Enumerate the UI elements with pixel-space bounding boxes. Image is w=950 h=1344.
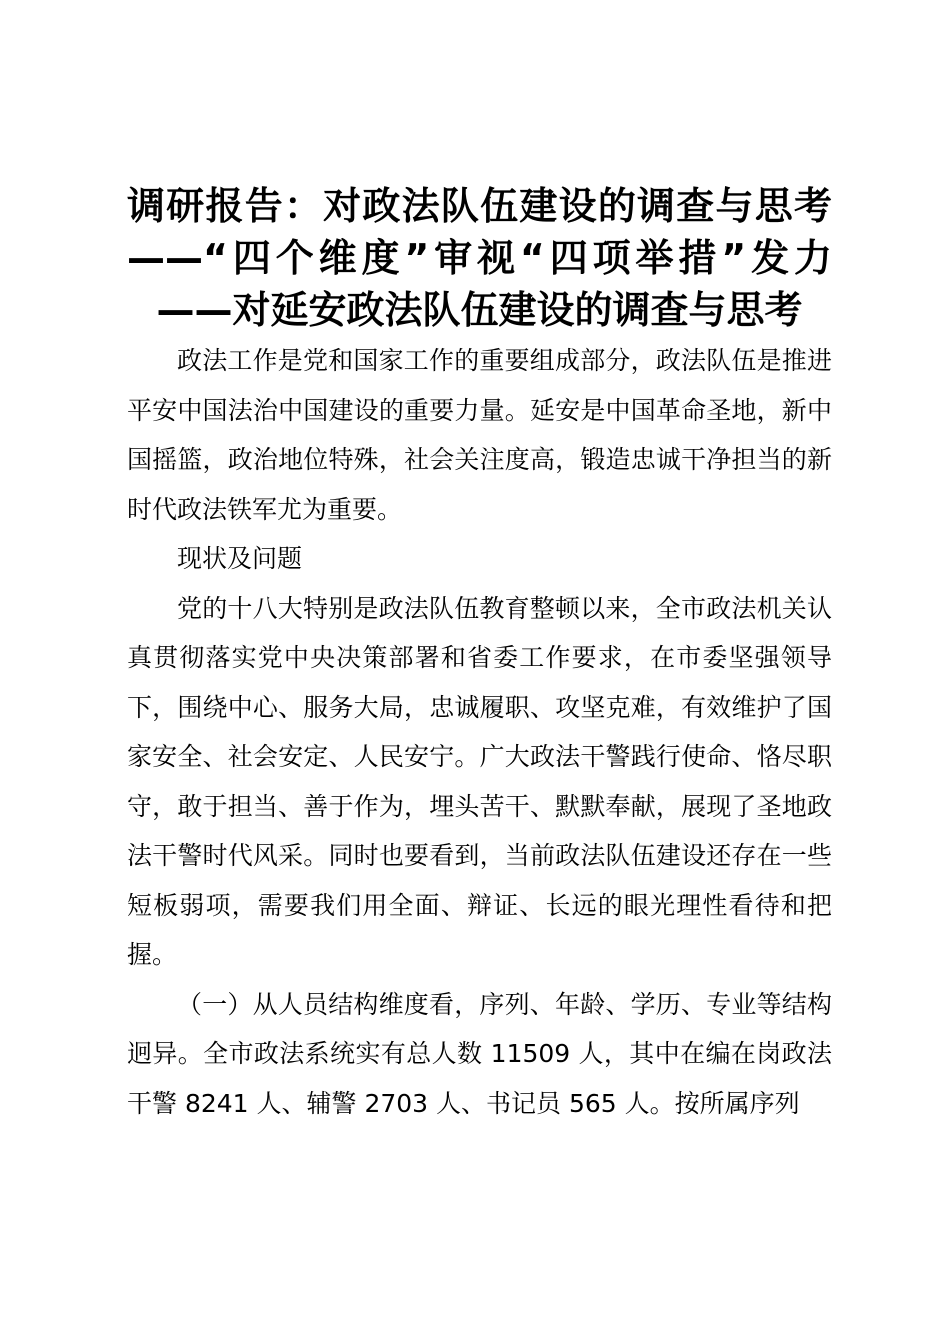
body-paragraph: （一）从人员结构维度看，序列、年龄、学历、专业等结构迥异。全市政法系统实有总人数 11509 人，其中在编在岗政法干警 8241 人、辅警 2703 人、书记员 565 人。按所属序列 [127, 989, 832, 1118]
document-body [127, 180, 832, 1128]
body-paragraph: 党的十八大特别是政法队伍教育整顿以来，全市政法机关认真贯彻落实党中央决策部署和省委工作要求，在市委坚强领导下，围绕中心、服务大局，忠诚履职、攻坚克难，有效维护了国家安全、社会安定、人民安宁。广大政法干警践行使命、恪尽职守，敢于担当、善于作为，埋头苦干、默默奉献，展现了圣地政法干警时代风采。同时也要看到，当前政法队伍建设还存在一些短板弱项，需要我们用全面、辩证、长远的眼光理性看待和把握。 [127, 593, 832, 969]
intro-paragraph: 政法工作是党和国家工作的重要组成部分，政法队伍是推进平安中国法治中国建设的重要力量。延安是中国革命圣地，新中国摇篮，政治地位特殊，社会关注度高，锻造忠诚干净担当的新时代政法铁军尤为重要。 [127, 346, 832, 524]
section-heading: 现状及问题 [177, 544, 303, 573]
document-title: 调研报告：对政法队伍建设的调查与思考——“四个维度”审视“四项举措”发力——对延安政法队伍建设的调查与思考 [127, 184, 832, 332]
